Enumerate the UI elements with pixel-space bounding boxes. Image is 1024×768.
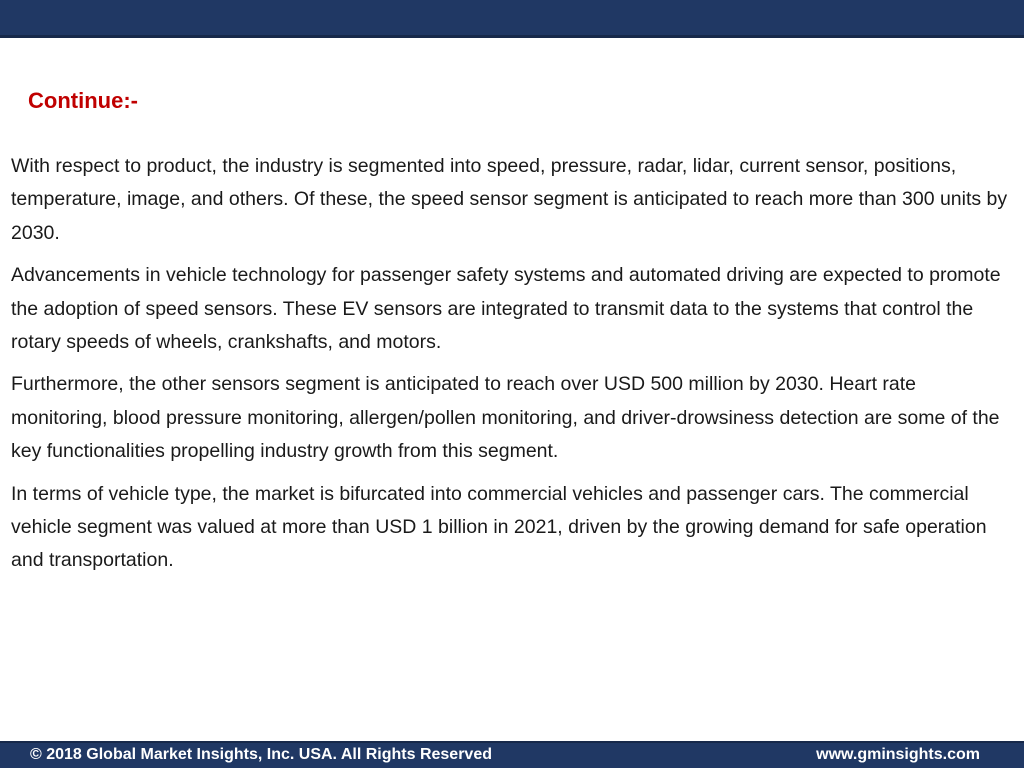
paragraph-vehicle-type: In terms of vehicle type, the market is bifurcated into commercial vehicles and passenger cars. The commercial vehicle segment was valued at more than USD 1 billion in 2021, driven by the growing demand for safe operation and transportation.: [11, 482, 987, 572]
slide-heading: Continue:-: [28, 88, 138, 113]
paragraph-speed-sensors: Advancements in vehicle technology for passenger safety systems and automated driving are expected to promote the adoption of speed sensors. These EV sensors are integrated to transmit data to the systems that control the rotary speeds of wheels, crankshafts, and motors.: [11, 264, 1001, 354]
copyright-text: © 2018 Global Market Insights, Inc. USA. All Rights Reserved: [30, 746, 492, 763]
header-bar: [0, 0, 1024, 38]
website-link[interactable]: www.gminsights.com: [816, 746, 980, 763]
body-text: [11, 150, 1011, 587]
paragraph-product-segments: With respect to product, the industry is segmented into speed, pressure, radar, lidar, current sensor, positions, temperature, image, and others. Of these, the speed sensor segment is anticipated to reach more than 300 units by 2030.: [11, 155, 1008, 244]
paragraph-other-sensors: Furthermore, the other sensors segment is anticipated to reach over USD 500 million by 2030. Heart rate monitoring, blood pressure monitoring, allergen/pollen monitoring, and driver-drowsiness detection are some of the key functionalities propelling industry growth from this segment.: [11, 373, 1000, 463]
footer-bar: [0, 741, 1024, 768]
